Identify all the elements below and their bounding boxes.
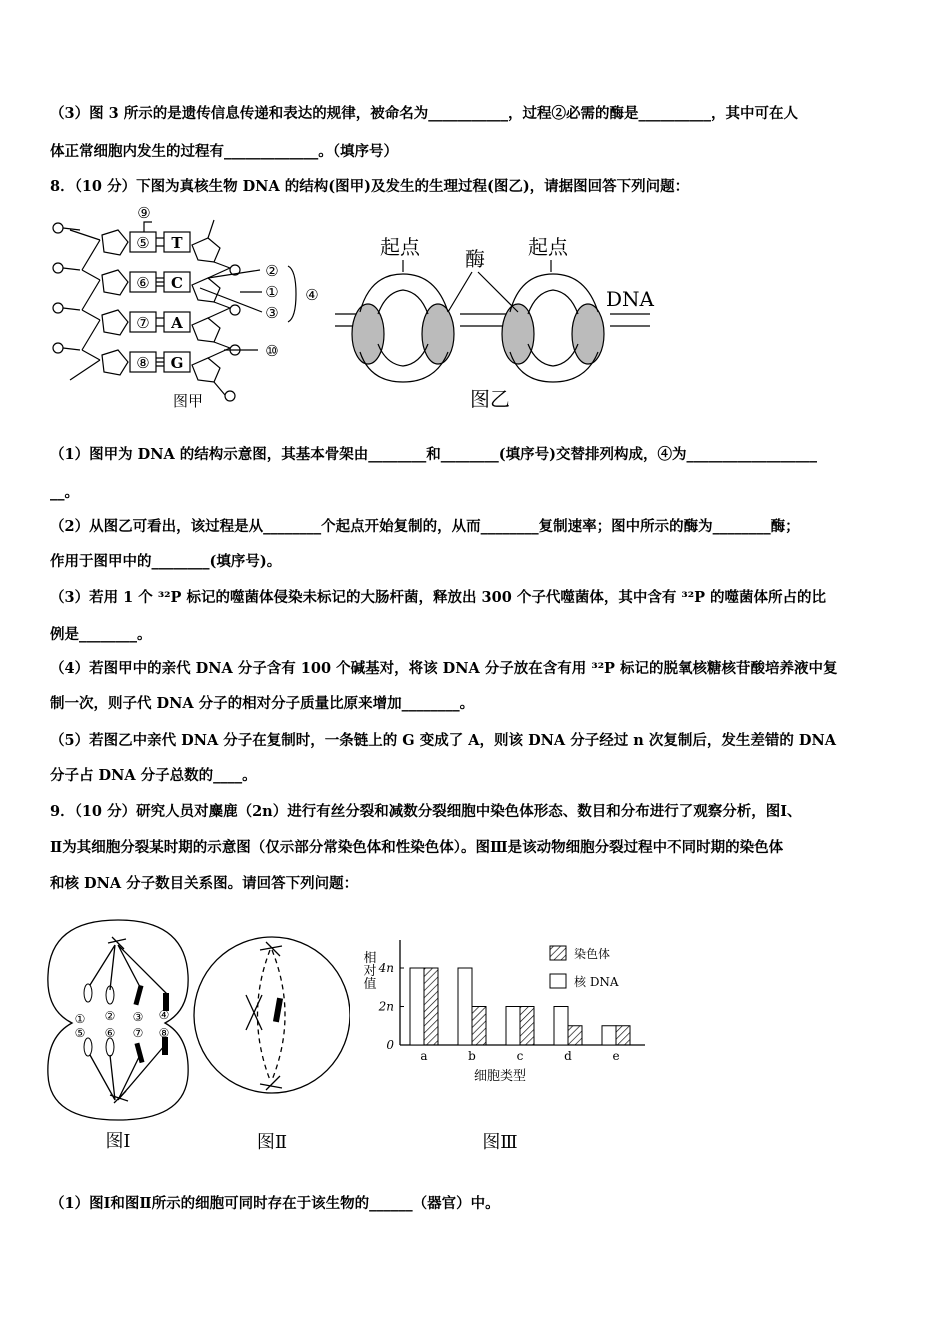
q8-header: 8．（10 分）下图为真核生物 DNA 的结构(图甲)及发生的生理过程(图乙)，请据图回答下列问题： — [50, 178, 690, 195]
bar-dna-a — [410, 968, 424, 1045]
ylabel-char-1: 相对值 — [360, 950, 376, 990]
q9-1-line: （1）图Ⅰ和图Ⅱ所示的细胞可同时存在于该生物的______（器官）中。 — [50, 1195, 500, 1212]
fig3-caption: 图Ⅲ — [482, 1132, 518, 1153]
fig1-label-5: ⑤ — [74, 1026, 86, 1040]
label-1: ① — [265, 283, 279, 301]
q9-line3: 和核 DNA 分子数目关系图。请回答下列问题： — [50, 875, 359, 892]
fig1-label-7: ⑦ — [132, 1026, 144, 1040]
figure-2-cell — [190, 920, 350, 1160]
bar-chromosome-c — [520, 1007, 534, 1046]
bar-dna-d — [554, 1007, 568, 1046]
base-C: C — [171, 274, 183, 292]
base-T: T — [171, 234, 183, 252]
q7-3-line1: （3）图 3 所示的是遗传信息传递和表达的规律，被命名为___________，过程②必需的酶是__________，其中可在人 — [50, 105, 799, 122]
figure-1-cell — [40, 915, 200, 1160]
bar-dna-b — [458, 968, 472, 1045]
q8-3-line2: 例是________。 — [50, 626, 152, 643]
y-tick-label: 0 — [386, 1038, 394, 1052]
q8-3-line1: （3）若用 1 个 ³²P 标记的噬菌体侵染未标记的大肠杆菌，释放出 300 个子代噬菌体，其中含有 ³²P 的噬菌体所占的比 — [50, 589, 827, 606]
bar-chromosome-a — [424, 968, 438, 1045]
enzyme-label: 酶 — [465, 247, 485, 271]
x-tick-label-c: c — [516, 1049, 524, 1063]
base-A: A — [171, 314, 183, 332]
q8-4-line1: （4）若图甲中的亲代 DNA 分子含有 100 个碱基对，将该 DNA 分子放在含有用 ³²P 标记的脱氧核糖核苷酸培养液中复 — [50, 660, 838, 677]
origin-left-label: 起点 — [380, 235, 420, 259]
base-G: G — [170, 354, 184, 372]
xlabel: 细胞类型 — [473, 1069, 527, 1084]
label-7: ⑦ — [136, 314, 150, 332]
bar-dna-c — [506, 1007, 520, 1046]
fig-jia-caption: 图甲 — [172, 392, 204, 410]
label-4: ④ — [305, 286, 319, 304]
fig1-label-6: ⑥ — [104, 1026, 116, 1040]
x-tick-label-b: b — [468, 1049, 476, 1063]
dna-structure-figure — [40, 200, 320, 415]
fig2-caption: 图Ⅱ — [256, 1132, 288, 1153]
q8-5-line1: （5）若图乙中亲代 DNA 分子在复制时，一条链上的 G 变成了 A，则该 DNA 分子经过 n 次复制后，发生差错的 DNA — [50, 732, 836, 749]
origin-right-label: 起点 — [528, 235, 568, 259]
dna-label: DNA — [606, 287, 654, 311]
x-tick-label-a: a — [420, 1049, 428, 1063]
legend-swatch-chromosome — [550, 946, 566, 960]
q8-1-line2: __。 — [50, 484, 79, 501]
fig1-label-3: ③ — [132, 1010, 144, 1024]
label-2: ② — [265, 262, 279, 280]
bar-chromosome-b — [472, 1007, 486, 1046]
legend-swatch-dna — [550, 974, 566, 988]
label-8: ⑧ — [136, 354, 150, 372]
fig1-label-4: ④ — [158, 1008, 170, 1022]
y-tick-label: 2n — [378, 999, 394, 1014]
label-5: ⑤ — [136, 234, 150, 252]
bar-dna-e — [602, 1026, 616, 1045]
dna-replication-figure — [330, 232, 670, 412]
legend-dna: 核 DNA — [574, 975, 619, 989]
q8-5-line2: 分子占 DNA 分子总数的____。 — [50, 767, 257, 784]
q8-1-line1: （1）图甲为 DNA 的结构示意图，其基本骨架由________和________(填序号)交替排列构成，④为__________________ — [50, 446, 817, 463]
label-3: ③ — [265, 304, 279, 322]
q7-3-line2: 体正常细胞内发生的过程有_____________。（填序号） — [50, 143, 398, 160]
q9-line2: Ⅱ为其细胞分裂某时期的示意图（仅示部分常染色体和性染色体）。图Ⅲ是该动物细胞分裂过程中不同时期的染色体 — [50, 839, 784, 856]
label-10: ⑩ — [265, 342, 279, 360]
q8-4-line2: 制一次，则子代 DNA 分子的相对分子质量比原来增加________。 — [50, 695, 475, 712]
fig-yi-caption: 图乙 — [470, 387, 510, 411]
label-6: ⑥ — [136, 274, 150, 292]
legend-chromosome: 染色体 — [574, 947, 611, 961]
bar-chromosome-e — [616, 1026, 630, 1045]
fig1-caption: 图Ⅰ — [105, 1131, 131, 1152]
bar-chromosome-d — [568, 1026, 582, 1045]
fig1-label-2: ② — [104, 1009, 116, 1023]
label-9: ⑨ — [137, 204, 151, 222]
q9-line1: 9．（10 分）研究人员对麋鹿（2n）进行有丝分裂和减数分裂细胞中染色体形态、数目和分布进行了观察分析，图Ⅰ、 — [50, 803, 802, 820]
x-tick-label-e: e — [612, 1049, 620, 1063]
q8-2-line2: 作用于图甲中的________(填序号)。 — [50, 553, 282, 570]
y-tick-label: 4n — [378, 961, 394, 975]
figure-3-chart — [350, 930, 660, 1160]
fig1-label-1: ① — [74, 1012, 86, 1026]
q8-2-line1: （2）从图乙可看出，该过程是从________个起点开始复制的，从而________复制速率；图中所示的酶为________酶； — [50, 518, 800, 535]
fig1-label-8: ⑧ — [158, 1026, 170, 1040]
x-tick-label-d: d — [564, 1049, 572, 1063]
